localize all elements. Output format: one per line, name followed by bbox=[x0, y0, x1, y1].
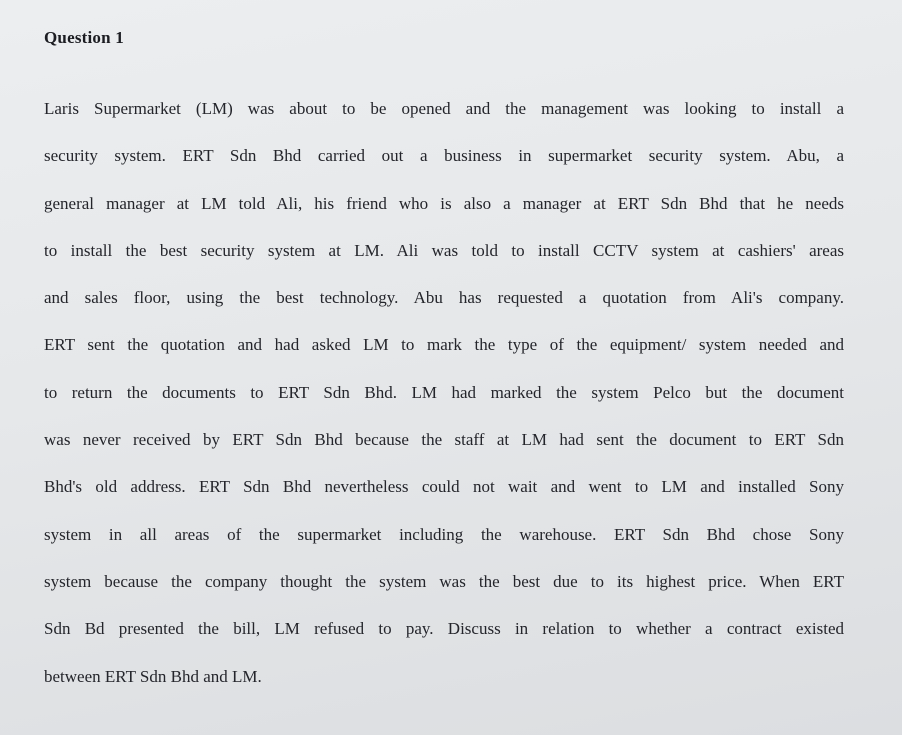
body-line: system because the company thought the system was the best due to its highest price. When ERT bbox=[44, 571, 844, 591]
body-line: Laris Supermarket (LM) was about to be opened and the management was looking to install a bbox=[44, 99, 844, 118]
body-line: security system. ERT Sdn Bhd carried out a business in supermarket security system. Abu, a bbox=[44, 146, 844, 166]
body-line: ERT sent the quotation and had asked LM to mark the type of the equipment/ system needed and bbox=[44, 335, 844, 355]
body-line: Sdn Bd presented the bill, LM refused to pay. Discuss in relation to whether a contract existed bbox=[44, 619, 844, 639]
body-line: general manager at LM told Ali, his friend who is also a manager at ERT Sdn Bhd that he needs bbox=[44, 193, 844, 213]
body-line: Bhd's old address. ERT Sdn Bhd nevertheless could not wait and went to LM and installed Sony bbox=[44, 477, 844, 497]
body-line: and sales floor, using the best technology. Abu has requested a quotation from Ali's company. bbox=[44, 288, 844, 308]
body-line: between ERT Sdn Bhd and LM. bbox=[44, 666, 262, 686]
question-heading: Question 1 bbox=[44, 28, 124, 47]
question-body bbox=[44, 94, 844, 709]
body-line: to install the best security system at LM. Ali was told to install CCTV system at cashiers' areas bbox=[44, 240, 844, 260]
body-line: was never received by ERT Sdn Bhd because the staff at LM had sent the document to ERT Sdn bbox=[44, 430, 844, 450]
body-line: to return the documents to ERT Sdn Bhd. LM had marked the system Pelco but the document bbox=[44, 382, 844, 402]
body-line: system in all areas of the supermarket including the warehouse. ERT Sdn Bhd chose Sony bbox=[44, 524, 844, 544]
